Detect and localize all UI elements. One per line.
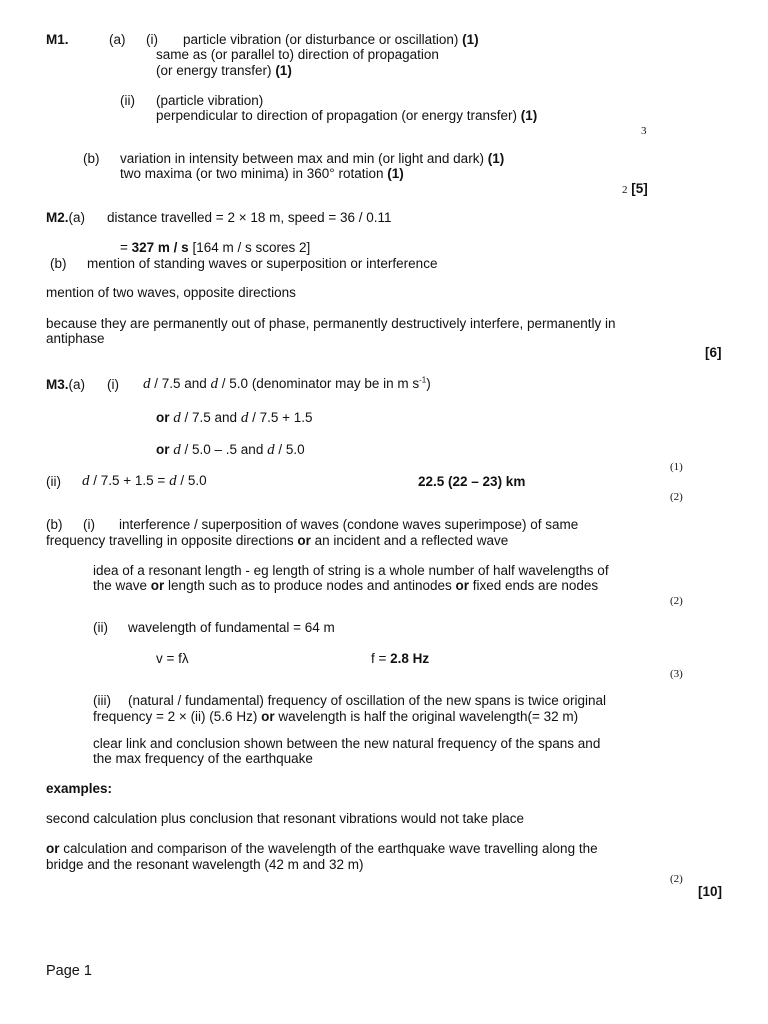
mark-allocation: (1)	[520, 108, 538, 123]
answer-line: = 327 m / s [164 m / s scores 2]	[120, 240, 311, 255]
mark-allocation: (2)	[670, 491, 683, 503]
answer-line: or d / 7.5 and d / 7.5 + 1.5	[156, 410, 313, 426]
mark-allocation: (1)	[487, 151, 505, 166]
part-label-b: (b)	[50, 256, 67, 271]
part-label-b: (b)	[83, 151, 100, 166]
answer-line: d / 7.5 + 1.5 = d / 5.0	[82, 473, 207, 489]
answer-line: because they are permanently out of phase, permanently destructively interfere, permanently in	[46, 316, 616, 331]
answer-line: (natural / fundamental) frequency of oscillation of the new spans is twice original	[128, 693, 607, 708]
page-number: Page 1	[46, 963, 92, 979]
answer-line: bridge and the resonant wavelength (42 m and 32 m)	[46, 857, 364, 872]
answer-line: variation in intensity between max and min (or light and dark) (1)	[120, 151, 505, 166]
answer-line: frequency = 2 × (ii) (5.6 Hz) or wavelength is half the original wavelength(= 32 m)	[93, 709, 579, 724]
answer-line: clear link and conclusion shown between the new natural frequency of the spans and	[93, 736, 601, 751]
part-label-a: (a)	[109, 32, 126, 47]
answer-line: distance travelled = 2 × 18 m, speed = 36 / 0.11	[107, 210, 392, 225]
mark-allocation: (2)	[670, 873, 683, 885]
answer-line: second calculation plus conclusion that resonant vibrations would not take place	[46, 811, 525, 826]
answer-line: wavelength of fundamental = 64 m	[128, 620, 335, 635]
mark-allocation: (1)	[670, 461, 683, 473]
question-total: [10]	[698, 884, 723, 899]
answer-line: frequency travelling in opposite directions or an incident and a reflected wave	[46, 533, 509, 548]
answer-line: or d / 5.0 – .5 and d / 5.0	[156, 442, 305, 458]
answer-line: two maxima (or two minima) in 360° rotation (1)	[120, 166, 404, 181]
mark-allocation: (3)	[670, 668, 683, 680]
subpart-label-i: (i)	[146, 32, 158, 47]
final-answer: f = 2.8 Hz	[371, 651, 430, 666]
subpart-label-ii: (ii)	[93, 620, 108, 635]
question-label-m1: M1.	[46, 32, 69, 47]
part-mark-total: 3	[641, 125, 647, 137]
subpart-label-i: (i)	[83, 517, 95, 532]
answer-line: idea of a resonant length - eg length of string is a whole number of half wavelengths of	[93, 563, 609, 578]
final-answer: 22.5 (22 – 23) km	[418, 474, 526, 489]
answer-line: same as (or parallel to) direction of propagation	[156, 47, 439, 62]
answer-line: mention of standing waves or superposition or interference	[87, 256, 438, 271]
mark-allocation: (1)	[462, 32, 479, 47]
question-total: [6]	[705, 345, 722, 360]
answer-line: (particle vibration)	[156, 93, 264, 108]
answer-line: M3.(a)	[46, 377, 86, 392]
answer-line: particle vibration (or disturbance or oscillation) (1)	[183, 32, 479, 47]
question-label-m3: M3.	[46, 377, 69, 392]
examples-heading: examples:	[46, 781, 113, 796]
subpart-label-ii: (ii)	[46, 474, 61, 489]
answer-line: (or energy transfer) (1)	[156, 63, 292, 78]
answer-line: interference / superposition of waves (condone waves superimpose) of same	[119, 517, 579, 532]
question-total: 2 [5]	[622, 181, 648, 196]
answer-line: the wave or length such as to produce nodes and antinodes or fixed ends are nodes	[93, 578, 599, 593]
answer-line: M2.(a)	[46, 210, 86, 225]
subpart-label-iii: (iii)	[93, 693, 111, 708]
equation: v = fλ	[156, 651, 189, 666]
answer-line: perpendicular to direction of propagation (or energy transfer) (1)	[156, 108, 538, 123]
mark-allocation: (1)	[275, 63, 292, 78]
answer-line: the max frequency of the earthquake	[93, 751, 313, 766]
answer-line: or calculation and comparison of the wavelength of the earthquake wave travelling along the	[46, 841, 598, 856]
mark-allocation: (1)	[387, 166, 404, 181]
answer-line: d / 7.5 and d / 5.0 (denominator may be in m $s^{-1}$)	[143, 375, 431, 392]
subpart-label-i: (i)	[107, 377, 119, 392]
subpart-label-ii: (ii)	[120, 93, 135, 108]
mark-allocation: (2)	[670, 595, 683, 607]
answer-line: mention of two waves, opposite directions	[46, 285, 296, 300]
question-label-m2: M2.	[46, 210, 69, 225]
part-label-b: (b)	[46, 517, 63, 532]
answer-line: antiphase	[46, 331, 105, 346]
